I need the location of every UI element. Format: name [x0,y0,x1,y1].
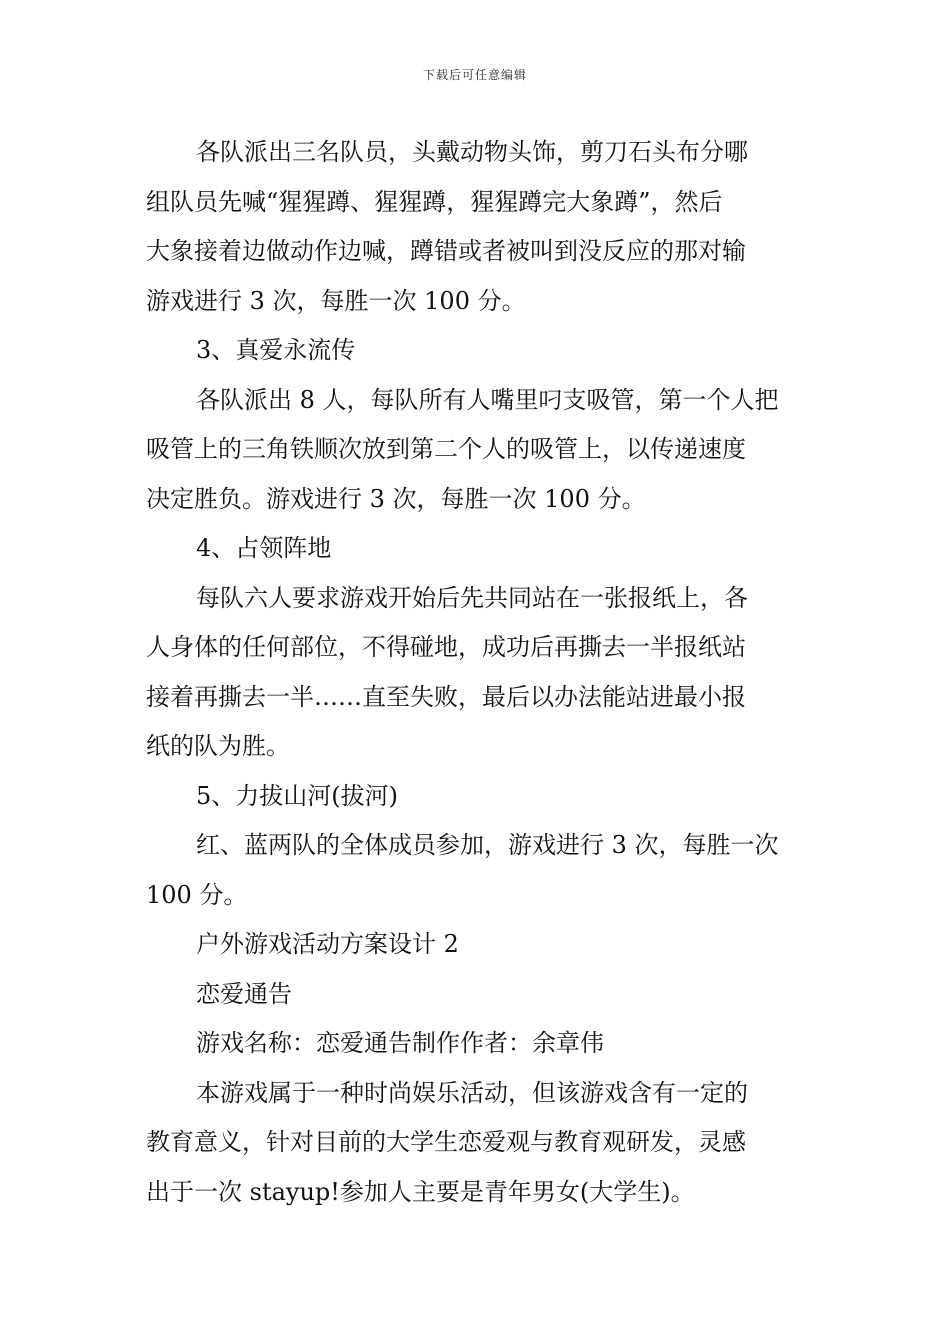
paragraph-line: 游戏进行 3 次，每胜一次 100 分。 [146,286,526,315]
section-heading: 3、真爱永流传 [196,336,356,364]
paragraph-line: 决定胜负。游戏进行 3 次，每胜一次 100 分。 [146,484,646,513]
paragraph-line: 每队六人要求游戏开始后先共同站在一张报纸上，各 [196,583,748,612]
paragraph-line: 人身体的任何部位，不得碰地，成功后再撕去一半报纸站 [146,633,746,661]
section-heading: 4、占领阵地 [196,534,332,562]
paragraph-line: 红、蓝两队的全体成员参加，游戏进行 3 次，每胜一次 [196,831,779,859]
paragraph-line: 教育意义，针对目前的大学生恋爱观与教育观研发，灵感 [146,1128,746,1156]
section-heading: 户外游戏活动方案设计 2 [196,930,459,958]
section-heading: 5、力拔山河(拔河) [196,781,398,810]
document-body [146,128,808,1217]
paragraph-line: 100 分。 [146,880,248,909]
header-note: 下载后可任意编辑 [422,68,527,82]
paragraph-line: 大象接着边做动作边喊，蹲错或者被叫到没反应的那对输 [146,237,746,265]
paragraph-line: 纸的队为胜。 [146,732,290,760]
paragraph-line: 出于一次 stayup!参加人主要是青年男女(大学生)。 [146,1177,695,1206]
paragraph-line: 接着再撕去一半……直至失败，最后以办法能站进最小报 [146,682,746,711]
paragraph-line: 各队派出 8 人，每队所有人嘴里叼支吸管，第一个人把 [196,385,779,414]
section-heading: 恋爱通告 [196,979,292,1008]
paragraph-line: 各队派出三名队员，头戴动物头饰，剪刀石头布分哪 [196,138,748,166]
paragraph-line: 本游戏属于一种时尚娱乐活动，但该游戏含有一定的 [196,1078,748,1107]
paragraph-line: 吸管上的三角铁顺次放到第二个人的吸管上，以传递速度 [146,435,746,463]
paragraph-line: 游戏名称：恋爱通告制作作者：余章伟 [196,1029,604,1057]
paragraph-line: 组队员先喊“猩猩蹲、猩猩蹲，猩猩蹲完大象蹲”，然后 [146,187,723,216]
